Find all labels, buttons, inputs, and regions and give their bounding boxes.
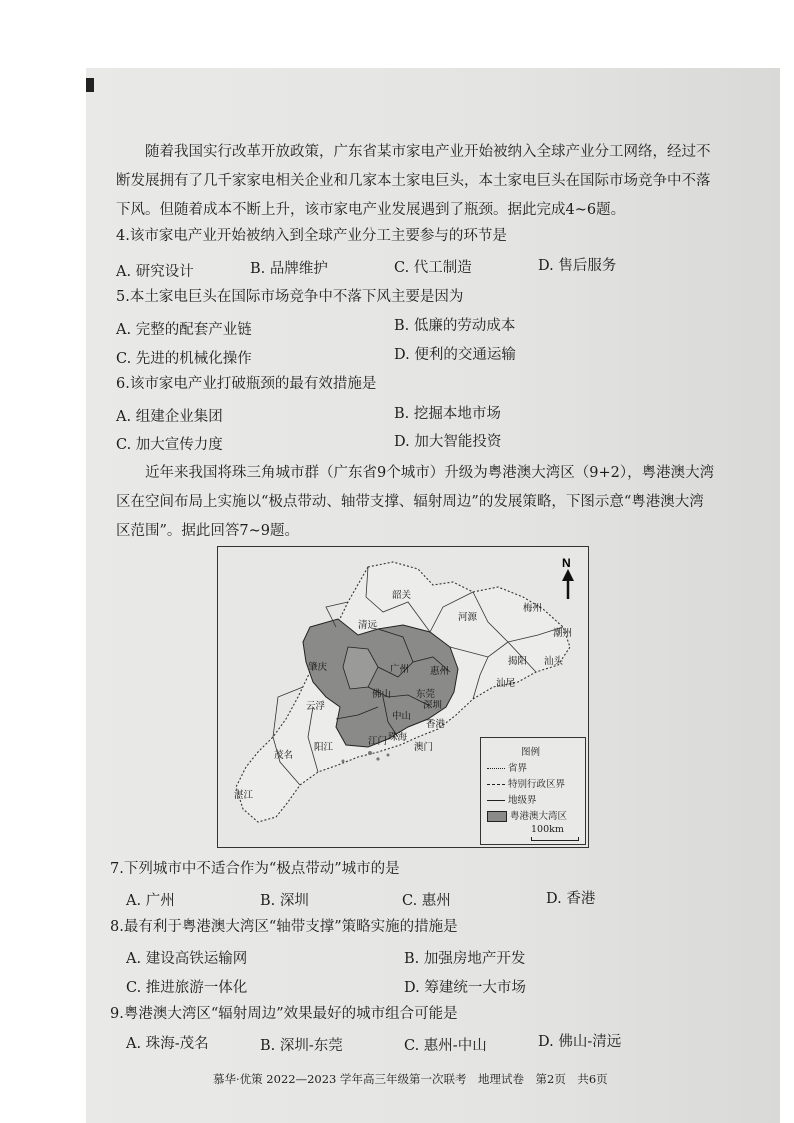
question-7-stem: 7.下列城市中不适合作为“极点带动”城市的是 [110,861,400,877]
question-9-stem: 9.粤港澳大湾区“辐射周边”效果最好的城市组合可能是 [110,1006,458,1022]
city-label-zhaoqing: 肇庆 [308,662,328,673]
q4-option-b[interactable]: B. 品牌维护 [250,261,328,277]
q8-option-a[interactable]: A. 建设高铁运输网 [126,951,248,967]
question-8-stem: 8.最有利于粤港澳大湾区“轴带支撑”策略实施的措施是 [110,919,458,935]
q6-option-d[interactable]: D. 加大智能投资 [394,434,502,450]
north-letter: N [562,556,571,570]
map-legend [480,737,586,845]
q6-option-b[interactable]: B. 挖掘本地市场 [394,406,501,422]
city-label-chaozhou: 潮州 [553,628,573,639]
q9-option-d[interactable]: D. 佛山-清远 [538,1034,622,1050]
city-label-yunfu: 云浮 [306,701,326,712]
legend-gba-symbol [487,811,507,822]
q5-option-b[interactable]: B. 低廉的劳动成本 [394,318,516,334]
legend-sar: 特别行政区界 [508,779,566,790]
q8-option-c[interactable]: C. 推进旅游一体化 [126,980,248,996]
city-label-guangzhou: 广州 [390,664,410,675]
q7-option-c[interactable]: C. 惠州 [402,893,451,909]
q7-option-a[interactable]: A. 广州 [126,893,175,909]
corner-mark [86,78,94,92]
q5-option-c[interactable]: C. 先进的机械化操作 [116,351,252,367]
q9-option-b[interactable]: B. 深圳-东莞 [260,1038,343,1054]
question-4-stem: 4.该市家电产业开始被纳入到全球产业分工主要参与的环节是 [116,228,507,244]
city-label-maoming: 茂名 [274,750,294,761]
intro-paragraph-2: 近年来我国将珠三角城市群（广东省9个城市）升级为粤港澳大湾区（9+2），粤港澳大湾区在空间布局上实施以“极点带动、轴带支撑、辐射周边”的发展策略，下图示意“粤港澳大湾区范围”。据此回答7~9题。 [116,465,715,539]
scale-label: 100km [531,824,564,835]
legend-sar-symbol [487,784,505,785]
city-label-dongguan: 东莞 [416,689,436,700]
city-label-heyuan: 河源 [458,612,478,623]
city-label-macau: 澳门 [414,742,434,753]
legend-province: 省界 [508,763,528,774]
legend-prefecture: 地级界 [508,795,537,806]
city-label-zhuhai: 珠海 [388,732,408,743]
city-label-qingyuan: 清远 [358,620,378,631]
city-label-shenzhen: 深圳 [423,700,443,711]
q8-option-b[interactable]: B. 加强房地产开发 [404,951,526,967]
q8-option-d[interactable]: D. 筹建统一大市场 [404,980,526,996]
city-label-shaoguan: 韶关 [392,590,412,601]
city-label-foshan: 佛山 [372,689,392,700]
q4-option-c[interactable]: C. 代工制造 [394,260,472,276]
q9-option-c[interactable]: C. 惠州-中山 [404,1038,487,1054]
question-6-stem: 6.该市家电产业打破瓶颈的最有效措施是 [116,376,377,392]
intro-paragraph-1: 随着我国实行改革开放政策，广东省某市家电产业开始被纳入全球产业分工网络，经过不断发展拥有了几千家家电相关企业和几家本土家电巨头，本土家电巨头在国际市场竞争中不落下风。但随着成本不断上升，该市家电产业发展遇到了瓶颈。据此完成4~6题。 [116,144,711,218]
city-label-meizhou: 梅州 [523,603,543,614]
q7-option-d[interactable]: D. 香港 [546,891,596,907]
legend-province-symbol [487,768,505,769]
city-label-shanwei: 汕尾 [496,678,516,689]
north-arrow-icon [562,569,574,581]
legend-prefecture-symbol [487,800,505,801]
q4-option-a[interactable]: A. 研究设计 [116,264,194,280]
city-label-zhongshan: 中山 [392,711,412,722]
q4-option-d[interactable]: D. 售后服务 [538,258,617,274]
q7-option-b[interactable]: B. 深圳 [260,893,309,909]
question-5-stem: 5.本土家电巨头在国际市场竞争中不落下风主要是因为 [116,289,464,305]
q6-option-a[interactable]: A. 组建企业集团 [116,409,223,425]
q6-option-c[interactable]: C. 加大宣传力度 [116,437,223,453]
page-footer: 慕华·优策 2022—2023 学年高三年级第一次联考 地理试卷 第2页 共6页 [213,1072,608,1086]
city-label-huizhou: 惠州 [430,666,450,677]
city-label-shantou: 汕头 [544,656,564,667]
legend-gba: 粤港澳大湾区 [510,811,568,822]
city-label-zhanjiang: 湛江 [234,790,254,801]
city-label-jieyang: 揭阳 [508,656,528,667]
q9-option-a[interactable]: A. 珠海-茂名 [126,1036,209,1052]
city-label-yangjiang: 阳江 [314,742,334,753]
city-label-jiangmen: 江门 [368,736,388,747]
q5-option-a[interactable]: A. 完整的配套产业链 [116,322,252,338]
gba-map [217,546,589,848]
legend-title: 图例 [521,747,541,758]
city-label-hongkong: 香港 [426,719,446,730]
scale-bar [531,837,579,841]
q5-option-d[interactable]: D. 便利的交通运输 [394,347,516,363]
